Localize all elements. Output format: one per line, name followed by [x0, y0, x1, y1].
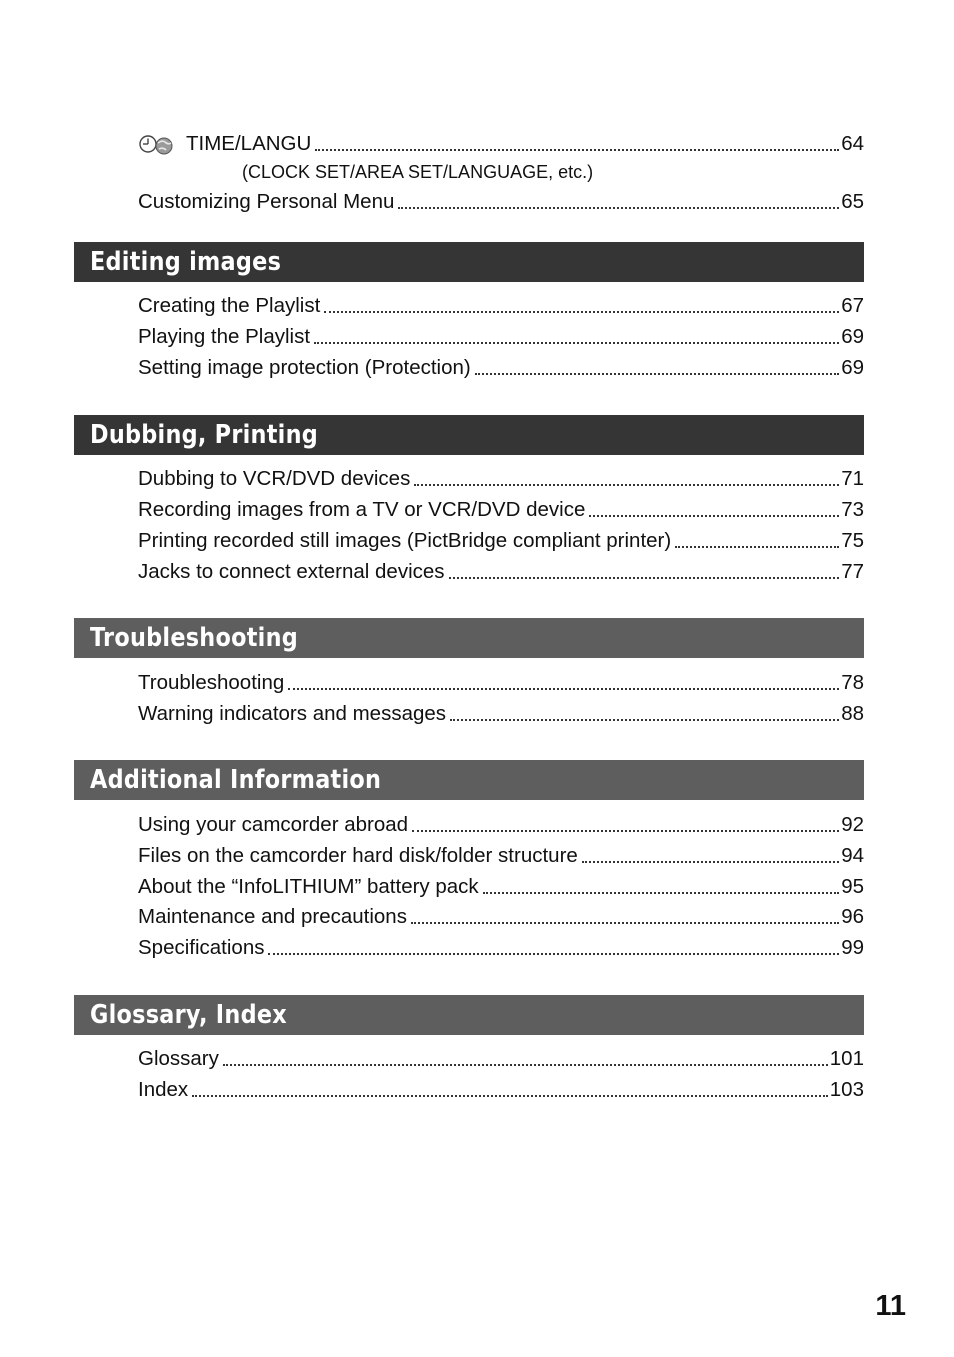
toc-entry-label: Recording images from a TV or VCR/DVD device	[138, 498, 586, 521]
page-number: 11	[875, 1290, 906, 1322]
toc-entry-label: Printing recorded still images (PictBridge compliant printer)	[138, 529, 672, 552]
toc-entry-page: 64	[841, 132, 864, 155]
toc-entry-page: 75	[841, 529, 864, 552]
dot-leader	[314, 341, 839, 344]
toc-entry-page: 65	[841, 190, 864, 213]
toc-entry-label: Setting image protection (Protection)	[138, 356, 471, 379]
toc-entry-label: Warning indicators and messages	[138, 702, 447, 725]
dot-leader	[475, 372, 839, 375]
toc-entry-subtitle: (CLOCK SET/AREA SET/LANGUAGE, etc.)	[242, 162, 594, 182]
toc-entry-page: 92	[841, 813, 864, 836]
toc-entry-page: 73	[841, 498, 864, 521]
toc-entry-customizing-personal-menu[interactable]	[138, 186, 864, 214]
dot-leader	[675, 545, 839, 548]
toc-entry-page: 94	[841, 844, 864, 867]
toc-entry-label: Troubleshooting	[138, 671, 285, 694]
toc-entry-label: Customizing Personal Menu	[138, 190, 395, 213]
toc-entry[interactable]	[138, 932, 864, 960]
toc-entry-label: About the “InfoLITHIUM” battery pack	[138, 875, 479, 898]
dot-leader	[449, 576, 840, 579]
toc-entry[interactable]	[138, 667, 864, 695]
toc-entry[interactable]	[138, 840, 864, 868]
toc-entry-label: Using your camcorder abroad	[138, 813, 409, 836]
toc-entry-page: 77	[841, 560, 864, 583]
dot-leader	[268, 952, 839, 955]
toc-entry-label: Dubbing to VCR/DVD devices	[138, 467, 411, 490]
toc-entry-page: 88	[841, 702, 864, 725]
toc-entry[interactable]	[138, 556, 864, 584]
toc-entry-page: 99	[841, 936, 864, 959]
toc-entry[interactable]	[138, 494, 864, 522]
toc-entry-label: TIME/LANGU	[186, 132, 312, 155]
dot-leader	[288, 687, 839, 690]
toc-entry-page: 101	[829, 1047, 864, 1070]
toc-entry-label: Specifications	[138, 936, 265, 959]
dot-leader	[582, 860, 839, 863]
dot-leader	[223, 1063, 828, 1066]
section-header-glossary-index	[74, 995, 864, 1035]
section-header-troubleshooting	[74, 618, 864, 658]
section-title: Additional Information	[90, 765, 382, 795]
toc-entry-page: 71	[841, 467, 864, 490]
section-title: Editing images	[90, 247, 282, 277]
toc-entry[interactable]	[138, 901, 864, 929]
toc-entry[interactable]	[138, 1043, 864, 1071]
toc-entry[interactable]	[138, 463, 864, 491]
toc-entry-label: Index	[138, 1078, 189, 1101]
section-title: Troubleshooting	[90, 623, 299, 653]
toc-entry-label: Files on the camcorder hard disk/folder structure	[138, 844, 578, 867]
toc-entry[interactable]	[138, 525, 864, 553]
clock-globe-icon	[138, 134, 176, 156]
toc-entry-time-langu[interactable]	[138, 128, 864, 156]
toc-entry-label: Maintenance and precautions	[138, 905, 407, 928]
section-title: Dubbing, Printing	[90, 420, 319, 450]
dot-leader	[483, 891, 840, 894]
dot-leader	[315, 148, 839, 151]
toc-entry[interactable]	[138, 1074, 864, 1102]
toc-entry-page: 103	[829, 1078, 864, 1101]
section-title: Glossary, Index	[90, 1000, 287, 1030]
dot-leader	[324, 310, 839, 313]
section-header-editing-images	[74, 242, 864, 282]
section-header-dubbing-printing	[74, 415, 864, 455]
dot-leader	[398, 206, 839, 209]
dot-leader	[450, 718, 839, 721]
toc-entry-page: 95	[841, 875, 864, 898]
toc-entry-page: 78	[841, 671, 864, 694]
toc-entry-page: 96	[841, 905, 864, 928]
toc-entry[interactable]	[138, 352, 864, 380]
toc-entry[interactable]	[138, 871, 864, 899]
toc-entry[interactable]	[138, 809, 864, 837]
dot-leader	[411, 921, 839, 924]
toc-entry-label: Creating the Playlist	[138, 294, 321, 317]
toc-entry-page: 69	[841, 325, 864, 348]
toc-entry-label: Jacks to connect external devices	[138, 560, 445, 583]
toc-entry[interactable]	[138, 290, 864, 318]
dot-leader	[589, 514, 839, 517]
dot-leader	[412, 829, 839, 832]
toc-entry-label: Playing the Playlist	[138, 325, 311, 348]
toc-entry[interactable]	[138, 321, 864, 349]
dot-leader	[414, 483, 839, 486]
toc-entry[interactable]	[138, 698, 864, 726]
toc-entry-page: 67	[841, 294, 864, 317]
toc-entry-page: 69	[841, 356, 864, 379]
toc-entry-label: Glossary	[138, 1047, 219, 1070]
dot-leader	[192, 1094, 828, 1097]
section-header-additional-information	[74, 760, 864, 800]
